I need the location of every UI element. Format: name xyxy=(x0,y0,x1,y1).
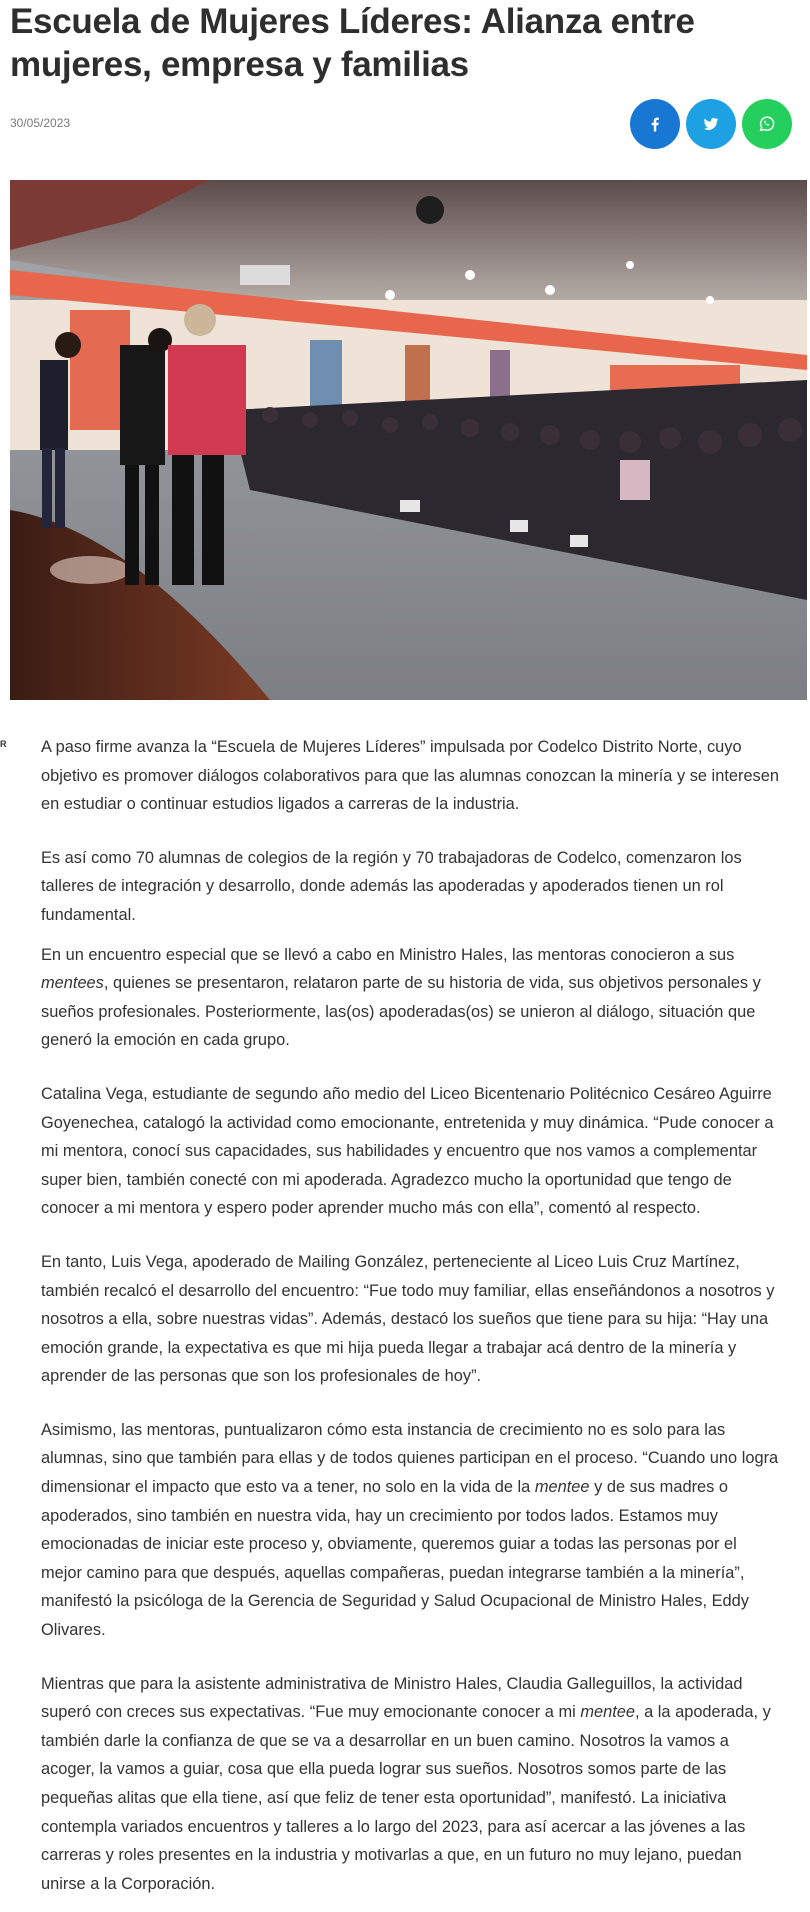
paragraph-7 xyxy=(41,1670,779,1899)
paragraph-6 xyxy=(41,1416,779,1645)
paragraph-3-part-a: En un encuentro especial que se llevó a cabo en Ministro Hales, las mentoras conocieron a sus xyxy=(41,945,735,964)
share-buttons xyxy=(630,99,810,149)
share-whatsapp-button[interactable] xyxy=(742,99,792,149)
whatsapp-icon xyxy=(757,114,777,134)
paragraph-1: A paso firme avanza la “Escuela de Mujeres Líderes” impulsada por Codelco Distrito Norte, cuyo objetivo es promover diálogos colaborativos para que las alumnas conozcan la minería y se interesen en estudiar o continuar estudios ligados a carreras de la industria. xyxy=(41,738,779,814)
publish-date: 30/05/2023 xyxy=(10,116,71,130)
paragraph-3-emphasis: mentees xyxy=(41,974,104,993)
paragraph-6-part-b: y de sus madres o apoderados, sino también en nuestra vida, hay un crecimiento por todos lados. Estamos muy emocionadas de iniciar este proceso y, obviamente, queremos guiar a todas las personas por el mejor camino para que después, aquellas compañeras, puedan integrarse también a la minería”, manifestó la psicóloga de la Gerencia de Seguridad y Salud Ocupacional de Ministro Hales, Eddy Olivares. xyxy=(41,1478,749,1640)
paragraph-7-emphasis: mentee xyxy=(580,1703,635,1722)
article-body xyxy=(41,733,779,1912)
paragraph-7-part-a: Mientras que para la asistente administrativa de Ministro Hales, Claudia Galleguillos, la actividad superó con creces sus expectativas. “Fue muy emocionante conocer a mi xyxy=(41,1674,743,1722)
paragraph-3-part-b: , quienes se presentaron, relataron parte de su historia de vida, sus objetivos personales y sueños profesionales. Posteriormente, las(os) apoderadas(os) se unieron al diálogo, situación que generó la emoción en cada grupo. xyxy=(41,974,761,1050)
paragraph-3 xyxy=(41,941,779,1055)
share-twitter-button[interactable] xyxy=(686,99,736,149)
twitter-icon xyxy=(701,114,721,134)
hero-photo xyxy=(10,180,807,700)
paragraph-5: En tanto, Luis Vega, apoderado de Mailing González, perteneciente al Liceo Luis Cruz Martínez, también recalcó el desarrollo del encuentro: “Fue todo muy familiar, ellas enseñándonos a nosotros y nosotros a ella, sobre nuestras vidas”. Además, destacó los sueños que tiene para su hija: “Hay una emoción grande, la expectativa es que mi hija pueda llegar a trabajar acá dentro de la minería y aprender de las personas que son los profesionales de hoy”. xyxy=(41,1252,775,1386)
paragraph-4: Catalina Vega, estudiante de segundo año medio del Liceo Bicentenario Politécnico Cesáreo Aguirre Goyenechea, catalogó la actividad como emocionante, entretenida y muy dinámica. “Pude conocer a mi mentora, conocí sus capacidades, sus habilidades y encuentro que nos vamos a complementar super bien, también conecté con mi apoderada. Agradezco mucho la oportunidad que tengo de conocer a mi mentora y espero poder aprender mucho más con ella”, comentó al respecto. xyxy=(41,1084,774,1218)
article-title: Escuela de Mujeres Líderes: Alianza entre mujeres, empresa y familias xyxy=(10,2,695,84)
paragraph-7-part-b: , a la apoderada, y también darle la confianza de que se va a desarrollar en un buen camino. Nosotros la vamos a acoger, la vamos a guiar, cosa que ella pueda lograr sus sueños. Nosotros somos parte de las pequeñas alitas que ella tiene, así que feliz de tener esta oportunidad”, manifestó. La iniciativa contempla variados encuentros y talleres a lo largo del 2023, para así acercar a las jóvenes a las carreras y roles presentes en la industria y motivarlas a que, en un futuro no muy lejano, puedan unirse a la Corporación. xyxy=(41,1703,771,1893)
paragraph-6-part-a: Asimismo, las mentoras, puntualizaron cómo esta instancia de crecimiento no es solo para las alumnas, sino que también para ellas y de todos quienes participan en el proceso. “Cuando uno logra dimensionar el impacto que esto va a tener, no solo en la vida de la xyxy=(41,1420,779,1497)
facebook-icon xyxy=(645,114,665,134)
paragraph-2: Es así como 70 alumnas de colegios de la región y 70 trabajadoras de Codelco, comenzaron los talleres de integración y desarrollo, donde además las apoderadas y apoderados tienen un rol fundamental. xyxy=(41,848,742,924)
event-audience-photo xyxy=(10,180,807,700)
paragraph-6-emphasis: mentee xyxy=(534,1478,590,1497)
marker-letter: R xyxy=(0,739,7,749)
share-facebook-button[interactable] xyxy=(630,99,680,149)
